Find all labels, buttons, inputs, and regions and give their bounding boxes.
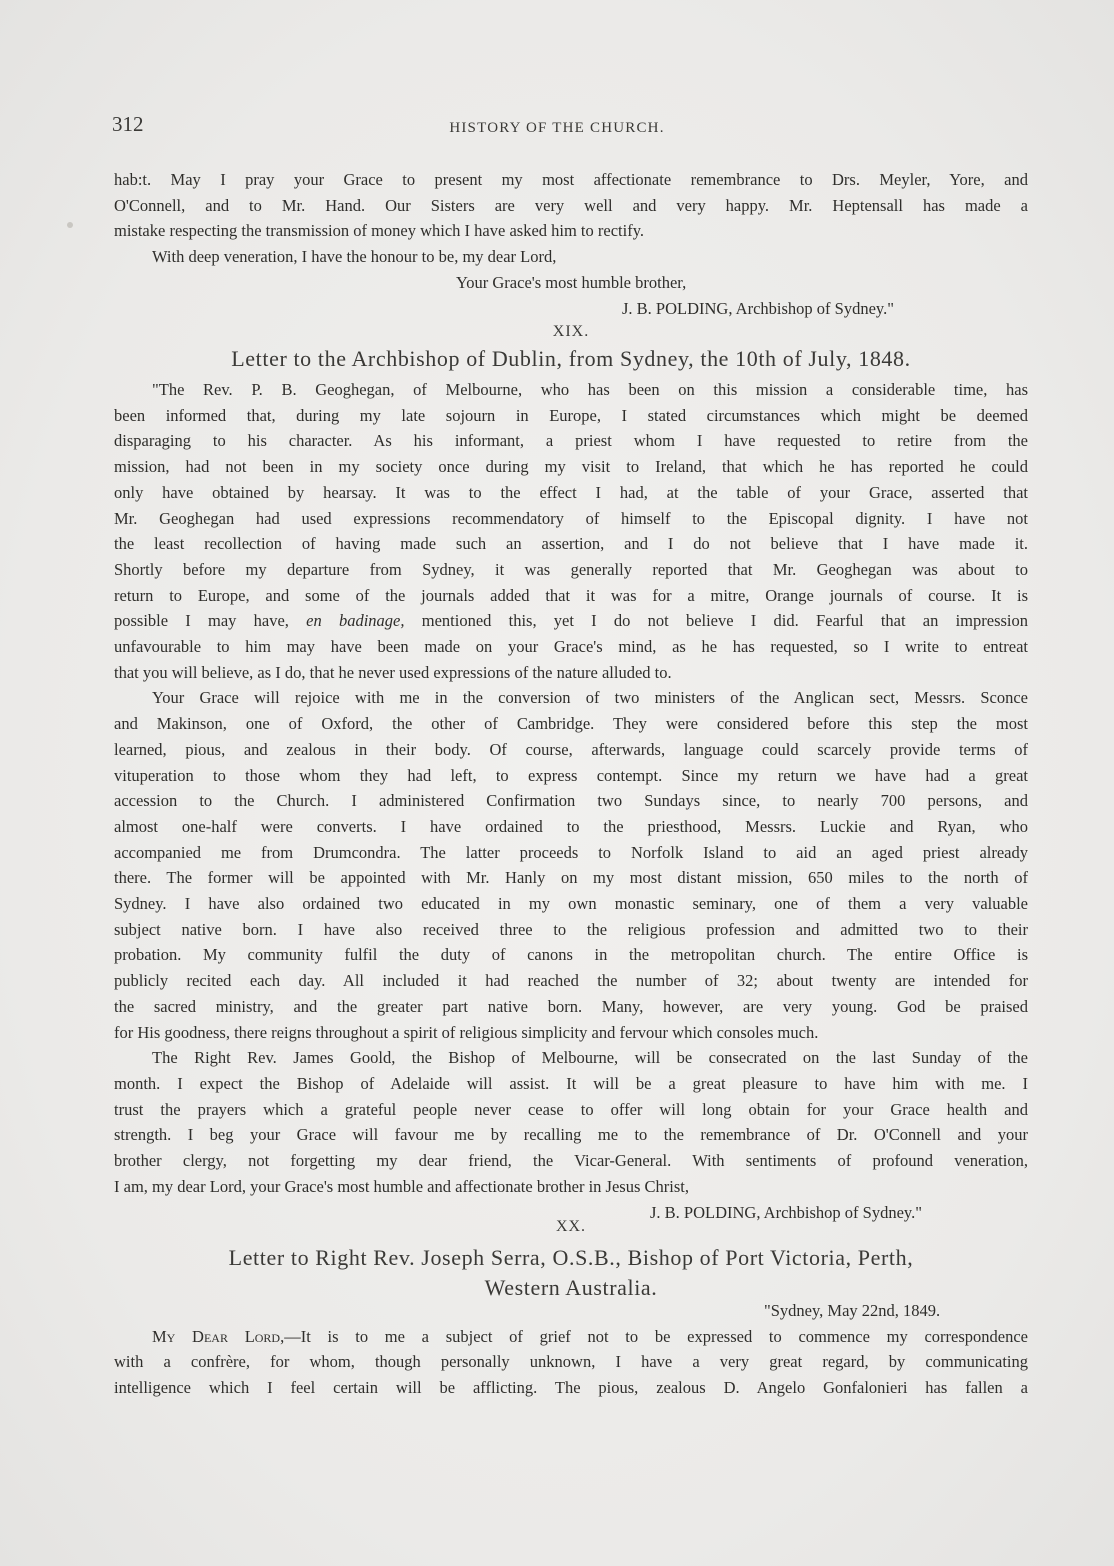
- closing-line: With deep veneration, I have the honour to be, my dear Lord,: [152, 247, 557, 267]
- text-line: "The Rev. P. B. Geoghegan, of Melbourne, who has been on this mission a considerable time, has: [152, 380, 1028, 399]
- text-line: accession to the Church. I administered Confirmation two Sundays since, to nearly 700 persons, and: [114, 791, 1028, 811]
- closing-line: Your Grace's most humble brother,: [456, 272, 687, 292]
- text-line: mission, had not been in my society once during my visit to Ireland, that which he has reported he could: [114, 457, 1028, 477]
- section-number: XIX.: [552, 323, 590, 340]
- section-title-line: Western Australia.: [484, 1275, 658, 1300]
- text-line: subject native born. I have also received three to the religious profession and admitted two to their: [114, 919, 1028, 939]
- text-line: almost one-half were converts. I have ordained to the priesthood, Messrs. Luckie and Ryan, who: [114, 816, 1028, 836]
- text-line: for His goodness, there reigns throughout a spirit of religious simplicity and fervour which consoles much.: [114, 1022, 819, 1042]
- text-line: the sacred ministry, and the greater part native born. Many, however, are very young. God be praised: [114, 996, 1028, 1016]
- previous-letter-ending: [114, 167, 1028, 321]
- page-number: 312: [112, 112, 144, 136]
- text-line: vituperation to those whom they had left, to express contempt. Since my return we have had a great: [114, 765, 1028, 785]
- salutation: My Dear Lord,: [152, 1326, 285, 1346]
- signature: J. B. POLDING, Archbishop of Sydney.": [622, 298, 894, 318]
- text-line: strength. I beg your Grace will favour me by recalling me to the remembrance of Dr. O'Connell and your: [114, 1125, 1028, 1145]
- text-line: Mr. Geoghegan had used expressions recommendatory of himself to the Episcopal dignity. I have not: [114, 508, 1028, 528]
- text-line: I am, my dear Lord, your Grace's most humble and affectionate brother in Jesus Christ,: [114, 1176, 689, 1196]
- text-run: mentioned this, yet I do not believe I did. Fearful that an impression: [404, 611, 1029, 631]
- text-line: return to Europe, and some of the journals added that it was for a mitre, Orange journals of course. It is: [114, 585, 1028, 605]
- text-line: been informed that, during my late sojourn in Europe, I stated circumstances which might be deemed: [114, 405, 1028, 425]
- text-line: trust the prayers which a grateful people never cease to offer will long obtain for your Grace health and: [114, 1099, 1028, 1119]
- text-line: disparaging to his character. As his informant, a priest whom I have requested to retire from the: [114, 431, 1028, 451]
- letter-xix-body: [114, 377, 1028, 1225]
- text-line: with a confrère, for whom, though personally unknown, I have a very great regard, by communicating: [114, 1352, 1028, 1372]
- section-number: XX.: [555, 1218, 587, 1235]
- text-line: O'Connell, and to Mr. Hand. Our Sisters are very well and very happy. Mr. Heptensall has made a: [114, 195, 1028, 215]
- text-line: and Makinson, one of Oxford, the other of Cambridge. They were considered before this step the most: [114, 714, 1028, 734]
- text-line: [114, 608, 1028, 634]
- text-line: the least recollection of having made such an assertion, and I do not believe that I have made it.: [114, 534, 1028, 554]
- text-line: hab:t. May I pray your Grace to present my most affectionate remembrance to Drs. Meyler, Yore, and: [114, 170, 1028, 189]
- text-line: Sydney. I have also ordained two educated in my own monastic seminary, one of them a very valuable: [114, 894, 1028, 914]
- running-head: HISTORY OF THE CHURCH.: [449, 120, 665, 136]
- italic-phrase: en badinage,: [306, 611, 405, 631]
- text-line: month. I expect the Bishop of Adelaide will assist. It will be a great pleasure to have him with me. I: [114, 1073, 1028, 1093]
- text-line: The Right Rev. James Goold, the Bishop of Melbourne, will be consecrated on the last Sunday of the: [152, 1048, 1028, 1068]
- text-line: mistake respecting the transmission of money which I have asked him to rectify.: [114, 221, 644, 241]
- section-title: Letter to the Archbishop of Dublin, from Sydney, the 10th of July, 1848.: [231, 346, 911, 371]
- text-line: [114, 1324, 1028, 1350]
- letter-xx-body: [114, 1298, 1028, 1401]
- signature: J. B. POLDING, Archbishop of Sydney.": [650, 1202, 922, 1222]
- text-line: there. The former will be appointed with Mr. Hanly on my most distant mission, 650 miles to the north of: [114, 868, 1028, 888]
- text-line: accompanied me from Drumcondra. The latter proceeds to Norfolk Island to aid an aged priest already: [114, 842, 1028, 862]
- text-line: intelligence which I feel certain will be afflicting. The pious, zealous D. Angelo Gonfalonieri has fallen a: [114, 1378, 1028, 1398]
- text-line: Shortly before my departure from Sydney, it was generally reported that Mr. Geoghegan was about to: [114, 559, 1028, 579]
- text-line: probation. My community fulfil the duty of canons in the metropolitan church. The entire Office is: [114, 945, 1028, 965]
- section-title-line: Letter to Right Rev. Joseph Serra, O.S.B., Bishop of Port Victoria, Perth,: [228, 1245, 914, 1270]
- text-run: —It is to me a subject of grief not to be expressed to commence my correspondence: [284, 1326, 1028, 1346]
- text-line: that you will believe, as I do, that he never used expressions of the nature alluded to.: [114, 662, 672, 682]
- dateline: "Sydney, May 22nd, 1849.: [764, 1301, 941, 1320]
- page-speck: [67, 222, 73, 228]
- text-line: Your Grace will rejoice with me in the conversion of two ministers of the Anglican sect, Messrs. Sconce: [152, 688, 1028, 708]
- text-line: learned, pious, and zealous in their body. Of course, afterwards, language could scarcely provide terms of: [114, 739, 1028, 759]
- text-line: unfavourable to him may have been made on your Grace's mind, as he has requested, so I write to entreat: [114, 637, 1028, 657]
- text-line: publicly recited each day. All included it had reached the number of 32; about twenty are intended for: [114, 971, 1028, 991]
- text-run: possible I may have,: [114, 611, 307, 631]
- text-line: only have obtained by hearsay. It was to the effect I had, at the table of your Grace, asserted that: [114, 482, 1028, 502]
- text-line: brother clergy, not forgetting my dear friend, the Vicar-General. With sentiments of profound veneration,: [114, 1151, 1028, 1171]
